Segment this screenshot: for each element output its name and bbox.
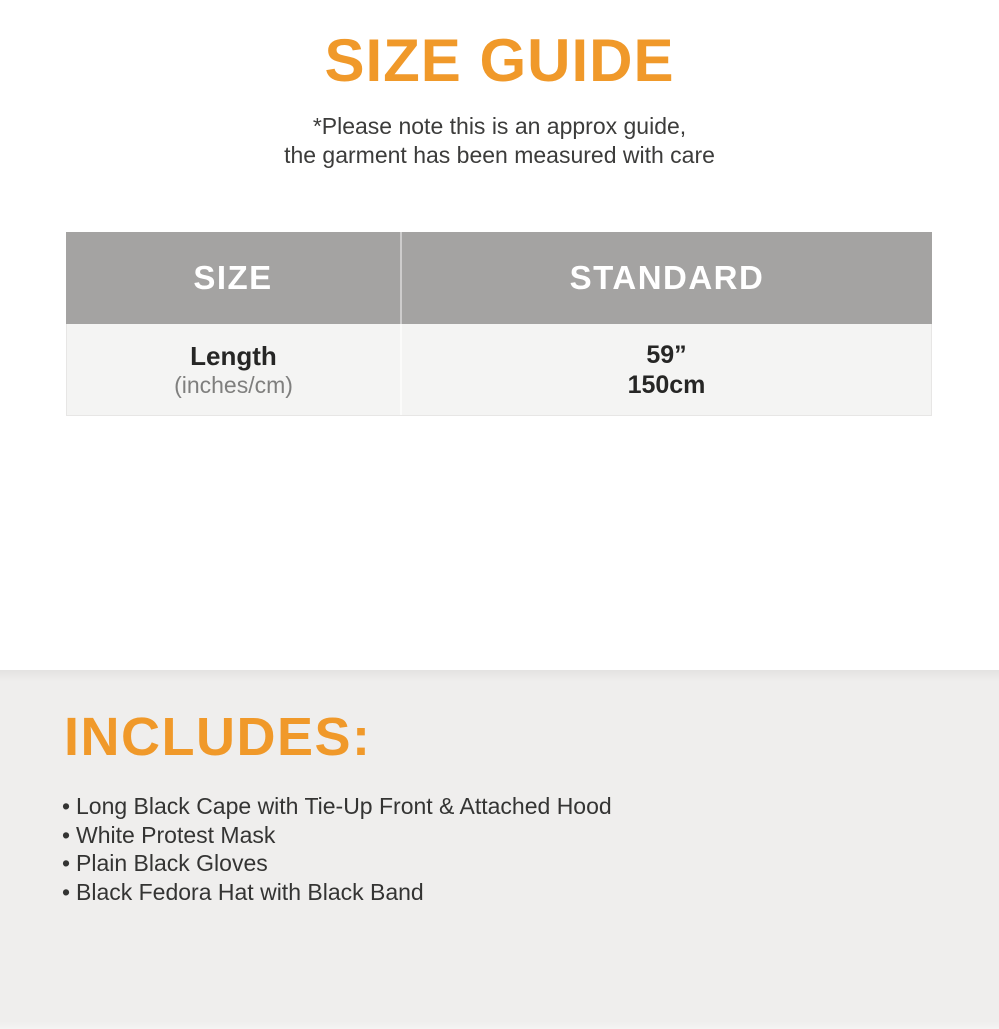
page-title: SIZE GUIDE <box>324 27 675 94</box>
note-line-2: the garment has been measured with care <box>284 142 715 168</box>
header-cell-standard: STANDARD <box>400 232 932 324</box>
list-item: • Plain Black Gloves <box>62 849 999 878</box>
includes-list <box>62 792 999 906</box>
list-item: • Black Fedora Hat with Black Band <box>62 878 999 907</box>
value-inches: 59” <box>646 340 687 369</box>
approx-guide-note <box>0 112 999 170</box>
cell-measurement-label <box>67 324 400 415</box>
cell-measurement-value <box>400 324 931 415</box>
note-line-1: *Please note this is an approx guide, <box>312 113 687 139</box>
includes-heading: INCLUDES: <box>64 707 372 767</box>
includes-section <box>0 670 999 1029</box>
list-item: • White Protest Mask <box>62 821 999 850</box>
size-table <box>66 232 932 416</box>
measurement-name: Length <box>190 340 277 371</box>
header-cell-size: SIZE <box>193 259 273 296</box>
table-row <box>66 324 932 416</box>
list-item: • Long Black Cape with Tie-Up Front & Attached Hood <box>62 792 999 821</box>
value-cm: 150cm <box>627 370 706 399</box>
measurement-unit: (inches/cm) <box>174 371 293 398</box>
size-table-header-row <box>66 232 932 324</box>
